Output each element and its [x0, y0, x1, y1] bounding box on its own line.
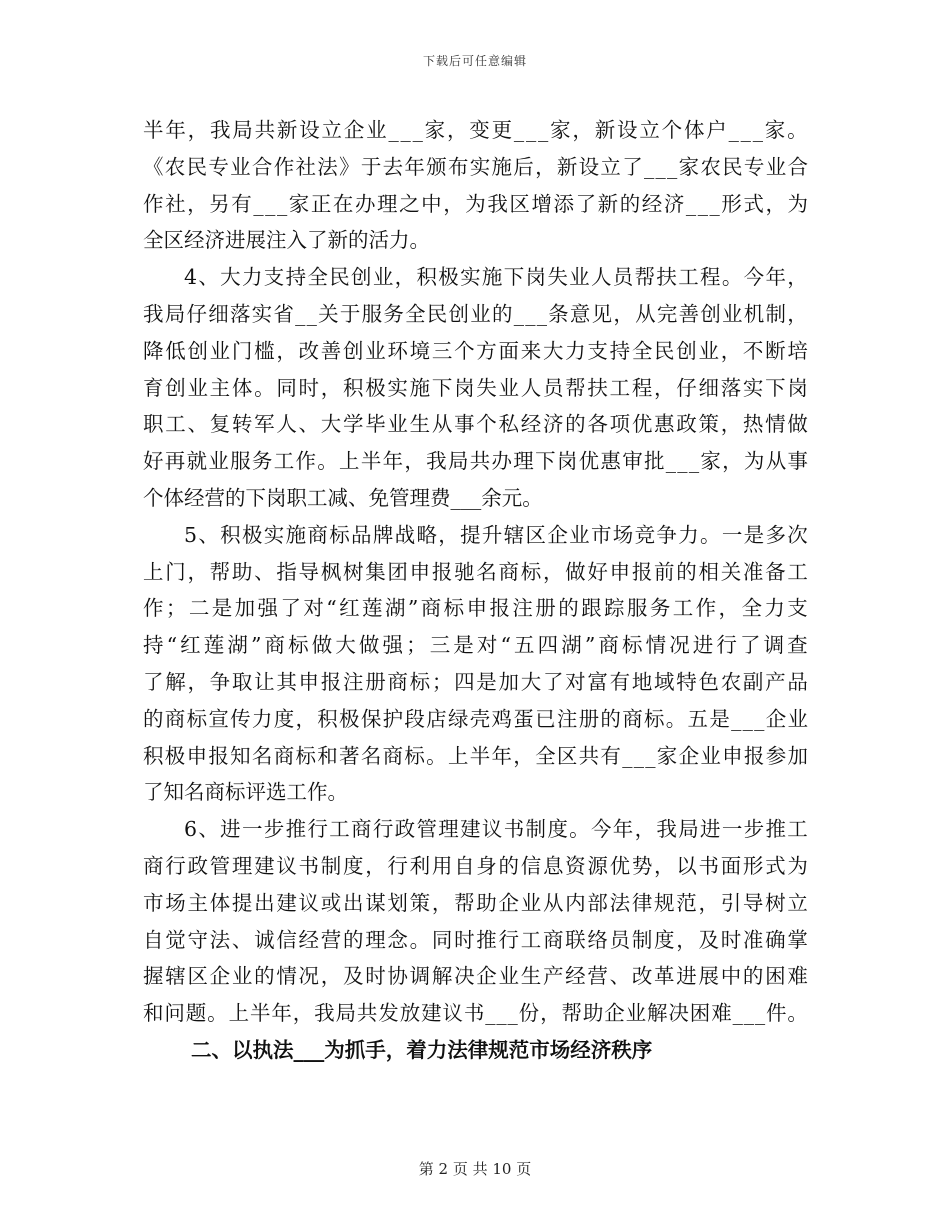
text-line: 个体经营的下岗职工减、免管理费___余元。: [143, 485, 543, 510]
text-line: 降 低 创 业 门 槛 ， 改 善 创 业 环 境 三 个 方 面 来 大 力 支 持 全 民 创 业 ， 不 断 培: [143, 338, 808, 363]
text-line: 育 创 业 主 体 。 同 时 ， 积 极 实 施 下 岗 失 业 人 员 帮 扶 工 程 ， 仔 细 落 实 下 岗: [143, 375, 808, 400]
text-line: 了 解 ， 争 取 让 其 申 报 注 册 商 标 ； 四 是 加 大 了 对 富 有 地 域 特 色 农 副 产 品: [143, 669, 808, 694]
text-line: 我 局 仔 细 落 实 省 _ _ 关 于 服 务 全 民 创 业 的 _ _ _ 条 意 见 ， 从 完 善 创 业 机 制 ，: [143, 301, 808, 326]
text-line: 作 社 ， 另 有 _ _ _ 家 正 在 办 理 之 中 ， 为 我 区 增 添 了 新 的 经 济 _ _ _ 形 式 ， 为: [143, 191, 808, 216]
text-line: 职 工 、 复 转 军 人 、 大 学 毕 业 生 从 事 个 私 经 济 的 各 项 优 惠 政 策 ， 热 情 做: [143, 412, 808, 437]
text-line: 积 极 申 报 知 名 商 标 和 著 名 商 标 。 上 半 年 ， 全 区 共 有 _ _ _ 家 企 业 申 报 参 加: [143, 743, 808, 768]
text-line: 全区经济进展注入了新的活力。: [143, 228, 430, 253]
text-line: 5 、 积 极 实 施 商 标 品 牌 战 略 ， 提 升 辖 区 企 业 市 场 竞 争 力 。 一 是 多 次: [184, 522, 808, 547]
text-line: 自 觉 守 法 、 诚 信 经 营 的 理 念 。 同 时 推 行 工 商 联 络 员 制 度 ， 及 时 准 确 掌: [143, 927, 808, 952]
section-heading: 二、以执法___为抓手，着力法律规范市场经济秩序: [191, 1037, 653, 1062]
text-line: 4 、 大 力 支 持 全 民 创 业 ， 积 极 实 施 下 岗 失 业 人 员 帮 扶 工 程 。 今 年 ，: [184, 265, 808, 290]
text-line: 半 年 ， 我 局 共 新 设 立 企 业 _ _ _ 家 ， 变 更 _ _ _ 家 ， 新 设 立 个 体 户 _ _ _ 家 。: [143, 118, 808, 142]
text-line: 的 商 标 宣 传 力 度 ， 积 极 保 护 段 店 绿 壳 鸡 蛋 已 注 册 的 商 标 。 五 是 _ _ _ 企 业: [143, 706, 808, 731]
page-header: 下载后可任意编辑: [422, 54, 527, 68]
text-line: 作 ； 二 是 加 强 了 对 “ 红 莲 湖 ” 商 标 申 报 注 册 的 跟 踪 服 务 工 作 ， 全 力 支: [143, 596, 808, 621]
text-line: 6 、 进 一 步 推 行 工 商 行 政 管 理 建 议 书 制 度 。 今 年 ， 我 局 进 一 步 推 工: [184, 817, 808, 842]
text-line: 握 辖 区 企 业 的 情 况 ， 及 时 协 调 解 决 企 业 生 产 经 营 、 改 革 进 展 中 的 困 难: [143, 964, 808, 989]
text-line: 了知名商标评选工作。: [143, 780, 348, 805]
page-footer: 第 2 页 共 10 页: [418, 1160, 532, 1178]
text-line: 《 农 民 专 业 合 作 社 法 》 于 去 年 颁 布 实 施 后 ， 新 设 立 了 _ _ _ 家 农 民 专 业 合: [143, 154, 808, 179]
document-body: [143, 112, 808, 1069]
text-line: 持 “ 红 莲 湖 ” 商 标 做 大 做 强 ； 三 是 对 “ 五 四 湖 ” 商 标 情 况 进 行 了 调 查: [143, 633, 808, 658]
text-line: 和 问 题 。 上 半 年 ， 我 局 共 发 放 建 议 书 _ _ _ 份 ， 帮 助 企 业 解 决 困 难 _ _ _ 件 。: [143, 1001, 808, 1026]
text-line: 上 门 ， 帮 助 、 指 导 枫 树 集 团 申 报 驰 名 商 标 ， 做 好 申 报 前 的 相 关 准 备 工: [143, 559, 808, 584]
text-line: 市 场 主 体 提 出 建 议 或 出 谋 划 策 ， 帮 助 企 业 从 内 部 法 律 规 范 ， 引 导 树 立: [143, 890, 808, 915]
text-line: 好 再 就 业 服 务 工 作 。 上 半 年 ， 我 局 共 办 理 下 岗 优 惠 审 批 _ _ _ 家 ， 为 从 事: [143, 449, 808, 474]
text-line: 商 行 政 管 理 建 议 书 制 度 ， 行 利 用 自 身 的 信 息 资 源 优 势 ， 以 书 面 形 式 为: [143, 853, 808, 878]
